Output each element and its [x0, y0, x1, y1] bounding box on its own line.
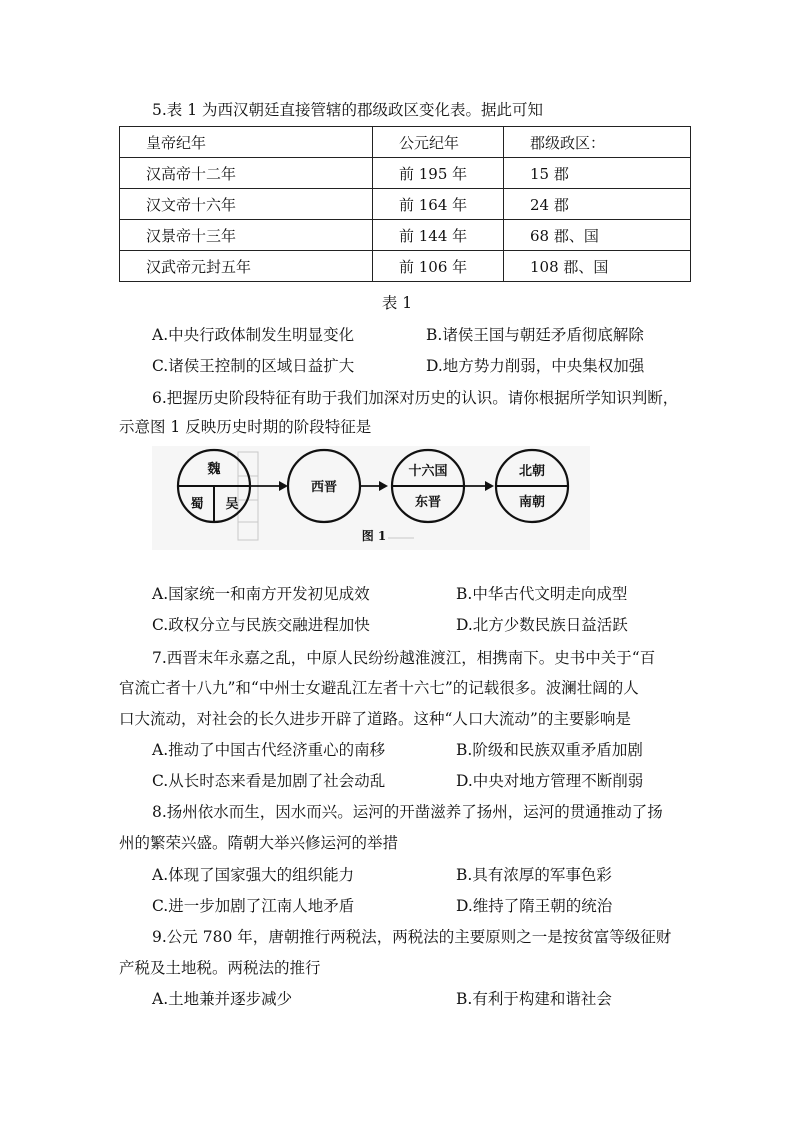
- table-cell: 汉武帝元封五年: [120, 251, 373, 282]
- table-cell: 前 106 年: [373, 251, 504, 282]
- table-cell: 前 144 年: [373, 220, 504, 251]
- table-cell: 前 164 年: [373, 189, 504, 220]
- q7-stem-line: 口大流动，对社会的长久进步开辟了道路。这种“人口大流动”的主要影响是: [119, 710, 631, 728]
- q5-option-a: A.中央行政体制发生明显变化: [152, 326, 355, 344]
- q7-option-d: D.中央对地方管理不断削弱: [456, 772, 644, 790]
- arrow-icon: [465, 481, 494, 491]
- q5-option-d: D.地方势力削弱，中央集权加强: [426, 357, 645, 375]
- table-cell: 108 郡、国: [504, 251, 691, 282]
- q9-option-a: A.土地兼并逐步减少: [152, 990, 293, 1008]
- table-cell: 15 郡: [504, 158, 691, 189]
- table-header-cell: 皇帝纪年: [120, 127, 373, 158]
- q6-option-a: A.国家统一和南方开发初见成效: [152, 585, 370, 603]
- q6-option-d: D.北方少数民族日益活跃: [456, 616, 628, 634]
- circle-three-kingdoms: [178, 450, 250, 522]
- label-wu: 吴: [225, 497, 239, 512]
- q6-stem-line: 示意图 1 反映历史时期的阶段特征是: [119, 418, 372, 436]
- table-header-row: [120, 127, 691, 158]
- table-cell: 汉高帝十二年: [120, 158, 373, 189]
- circle-north-south-dynasties: [496, 450, 568, 522]
- table-cell: 前 195 年: [373, 158, 504, 189]
- arrow-icon: [361, 481, 388, 491]
- figure-caption: 图 1: [361, 529, 387, 543]
- q7-option-c: C.从长时态来看是加剧了社会动乱: [152, 772, 386, 790]
- q8-stem-line: 8.扬州依水而生，因水而兴。运河的开凿滋养了扬州，运河的贯通推动了扬: [152, 803, 663, 821]
- table-cell: 汉景帝十三年: [120, 220, 373, 251]
- table-header-cell: 郡级政区：: [504, 127, 691, 158]
- table-row: [120, 189, 691, 220]
- q8-option-a: A.体现了国家强大的组织能力: [152, 866, 355, 884]
- label-eastern-jin: 东晋: [414, 495, 442, 510]
- table-cell: 68 郡、国: [504, 220, 691, 251]
- q9-stem-line: 9.公元 780 年，唐朝推行两税法，两税法的主要原则之一是按贫富等级征财: [152, 928, 672, 946]
- label-wei: 魏: [207, 462, 221, 477]
- label-sixteen-kingdoms: 十六国: [408, 464, 448, 479]
- q5-option-b: B.诸侯王国与朝廷矛盾彻底解除: [426, 326, 644, 344]
- arrow-icon: [251, 481, 288, 491]
- circle-western-jin: [288, 450, 360, 522]
- table-row: [120, 158, 691, 189]
- q8-option-b: B.具有浓厚的军事色彩: [456, 866, 612, 884]
- q5-stem: 5.表 1 为西汉朝廷直接管辖的郡级政区变化表。据此可知: [152, 101, 544, 119]
- table-header-cell: 公元纪年: [373, 127, 504, 158]
- circle-sixteen-kingdoms: [392, 450, 464, 522]
- q9-stem-line: 产税及土地税。两税法的推行: [119, 959, 321, 977]
- q6-stem-line: 6.把握历史阶段特征有助于我们加深对历史的认识。请你根据所学知识判断，: [152, 389, 679, 407]
- table-caption: 表 1: [381, 294, 413, 312]
- q5-option-c: C.诸侯王控制的区域日益扩大: [152, 357, 355, 375]
- q8-stem-line: 州的繁荣兴盛。隋朝大举兴修运河的举措: [119, 834, 399, 852]
- q8-option-c: C.进一步加剧了江南人地矛盾: [152, 897, 355, 915]
- q6-option-c: C.政权分立与民族交融进程加快: [152, 616, 370, 634]
- q8-option-d: D.维持了隋王朝的统治: [456, 897, 613, 915]
- table-row: [120, 220, 691, 251]
- label-northern-dynasties: 北朝: [518, 464, 546, 479]
- table-cell: 汉文帝十六年: [120, 189, 373, 220]
- q9-option-b: B.有利于构建和谐社会: [456, 990, 612, 1008]
- label-western-jin: 西晋: [310, 480, 338, 495]
- q7-stem-line: 7.西晋末年永嘉之乱，中原人民纷纷越淮渡江，相携南下。史书中关于“百: [152, 649, 656, 667]
- q5-table: [119, 126, 691, 282]
- table-row: [120, 251, 691, 282]
- q7-stem-line: 官流亡者十八九”和“中州士女避乱江左者十六七”的记载很多。波澜壮阔的人: [119, 679, 639, 697]
- label-southern-dynasties: 南朝: [518, 495, 546, 510]
- figure-1: [152, 446, 590, 550]
- label-shu: 蜀: [190, 497, 204, 512]
- table-cell: 24 郡: [504, 189, 691, 220]
- q7-option-a: A.推动了中国古代经济重心的南移: [152, 741, 386, 759]
- q6-option-b: B.中华古代文明走向成型: [456, 585, 628, 603]
- q7-option-b: B.阶级和民族双重矛盾加剧: [456, 741, 643, 759]
